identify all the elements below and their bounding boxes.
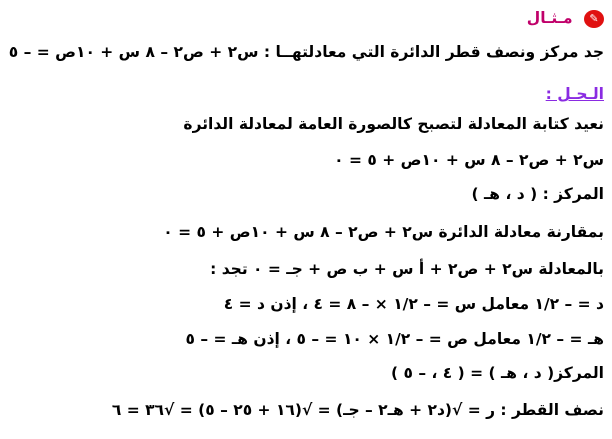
solution-label-text: الـحـل : bbox=[545, 85, 604, 103]
step-1: نعيد كتابة المعادلة لتصبح كالصورة العامة لمعادلة الدائرة bbox=[183, 115, 604, 133]
example-icon: ✎ bbox=[584, 10, 604, 28]
example-header bbox=[6, 8, 604, 28]
solution-label bbox=[6, 84, 604, 104]
step-7: هـ = – ١/٢ معامل ص = – ١/٢ × ١٠ = – ٥ ، إذن هـ = – ٥ bbox=[185, 330, 604, 348]
step-6: د = – ١/٢ معامل س = – ١/٢ × – ٨ = ٤ ، إذن د = ٤ bbox=[223, 295, 604, 313]
step-8: المركز( د ، هـ ) = ( ٤ ، – ٥ ) bbox=[391, 364, 604, 382]
step-2: س٢ + ص٢ – ٨ س + ١٠ص + ٥ = ٠ bbox=[334, 151, 604, 169]
question-text: جد مركز ونصف قطر الدائرة التي معادلتهــا : س٢ + ص٢ – ٨ س + ١٠ص = – ٥ bbox=[8, 43, 604, 61]
step-3: المركز : ( د ، هـ ) bbox=[471, 185, 604, 203]
step-5: بالمعادلة س٢ + ص٢ + أ س + ب ص + جـ = ٠ تجد : bbox=[210, 260, 604, 278]
step-9: نصف القطر : ر = √(د٢ + هـ٢ – جـ) = √(١٦ + ٢٥ – ٥) = √٣٦ = ٦ bbox=[111, 401, 604, 419]
step-4: بمقارنة معادلة الدائرة س٢ + ص٢ – ٨ س + ١٠ص + ٥ = ٠ bbox=[163, 223, 604, 241]
example-label: مـثـال bbox=[526, 9, 573, 27]
